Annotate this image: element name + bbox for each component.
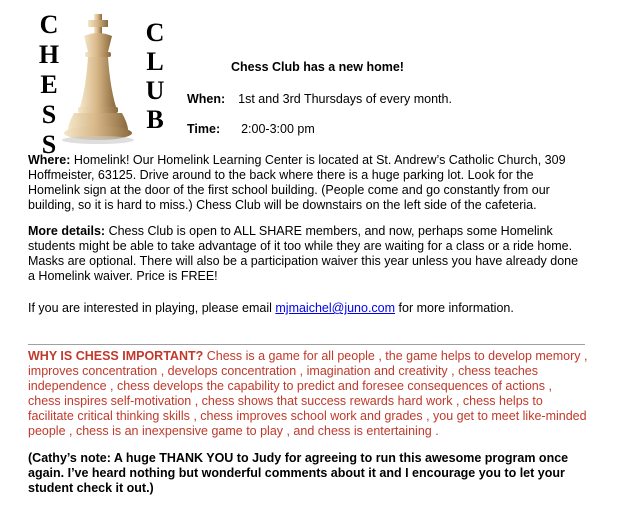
email-paragraph bbox=[28, 301, 588, 316]
logo-letter: C bbox=[145, 18, 165, 47]
when-label: When: bbox=[187, 92, 226, 106]
when-value: 1st and 3rd Thursdays of every month. bbox=[238, 92, 452, 106]
chess-club-logo bbox=[28, 8, 168, 159]
logo-letter: S bbox=[41, 100, 57, 129]
time-label: Time: bbox=[187, 122, 221, 136]
email-before-text: If you are interested in playing, please email bbox=[28, 301, 276, 315]
why-heading: WHY IS CHESS IMPORTANT? bbox=[28, 349, 204, 363]
cathy-note: (Cathy’s note: A huge THANK YOU to Judy for agreeing to run this awesome program once again. I’ve heard nothing but wonderful comments about it and I encourage you to let your student check it out.) bbox=[28, 451, 569, 495]
email-after-text: for more information. bbox=[395, 301, 514, 315]
when-row bbox=[187, 92, 452, 106]
where-paragraph bbox=[28, 153, 588, 213]
details-label: More details: bbox=[28, 224, 106, 238]
why-text: Chess is a game for all people , the game helps to develop memory , improves concentration , develops concentration , imagination and creativity , chess teaches independence , chess develops the capability to predict and foresee consequences of actions , chess inspires self-motivation , chess shows that success rewards hard work , chess helps to facilitate critical thinking skills , chess improves school work and grades , you get to meet like-minded people , chess is an inexpensive game to play , and chess is entertaining . bbox=[28, 349, 588, 438]
logo-letter: H bbox=[38, 40, 60, 69]
logo-letter: B bbox=[146, 105, 164, 134]
logo-letter: U bbox=[145, 76, 165, 105]
divider bbox=[28, 344, 585, 345]
time-value: 2:00-3:00 pm bbox=[241, 122, 315, 136]
page-title: Chess Club has a new home! bbox=[231, 60, 404, 74]
email-link[interactable]: mjmaichel@juno.com bbox=[275, 301, 396, 315]
time-row bbox=[187, 122, 315, 136]
where-label: Where: bbox=[28, 153, 71, 167]
logo-word-club bbox=[140, 18, 170, 134]
logo-letter: C bbox=[39, 10, 59, 39]
chess-king-icon bbox=[58, 12, 138, 146]
logo-letter: L bbox=[146, 47, 164, 76]
details-text: Chess Club is open to ALL SHARE members, and now, perhaps some Homelink students might be able to take advantage of it too while they are waiting for a class or a ride home. Masks are optional. There will also be a participation waiver this year unless you have already done a Homelink waiver. Price is FREE! bbox=[28, 224, 579, 283]
where-text: Homelink! Our Homelink Learning Center is located at St. Andrew’s Catholic Church, 309 Hoffmeister, 63125. Drive around to the back where there is a huge parking lot. Look for the Homelink sign at the door of the first school building. (People come and go constantly from our building, so it is hard to miss.) Chess Club will be downstairs on the left side of the cafeteria. bbox=[28, 153, 566, 212]
details-paragraph bbox=[28, 224, 588, 284]
logo-letter: S bbox=[41, 130, 57, 159]
logo-letter: E bbox=[40, 70, 58, 99]
why-chess-paragraph bbox=[28, 349, 588, 439]
